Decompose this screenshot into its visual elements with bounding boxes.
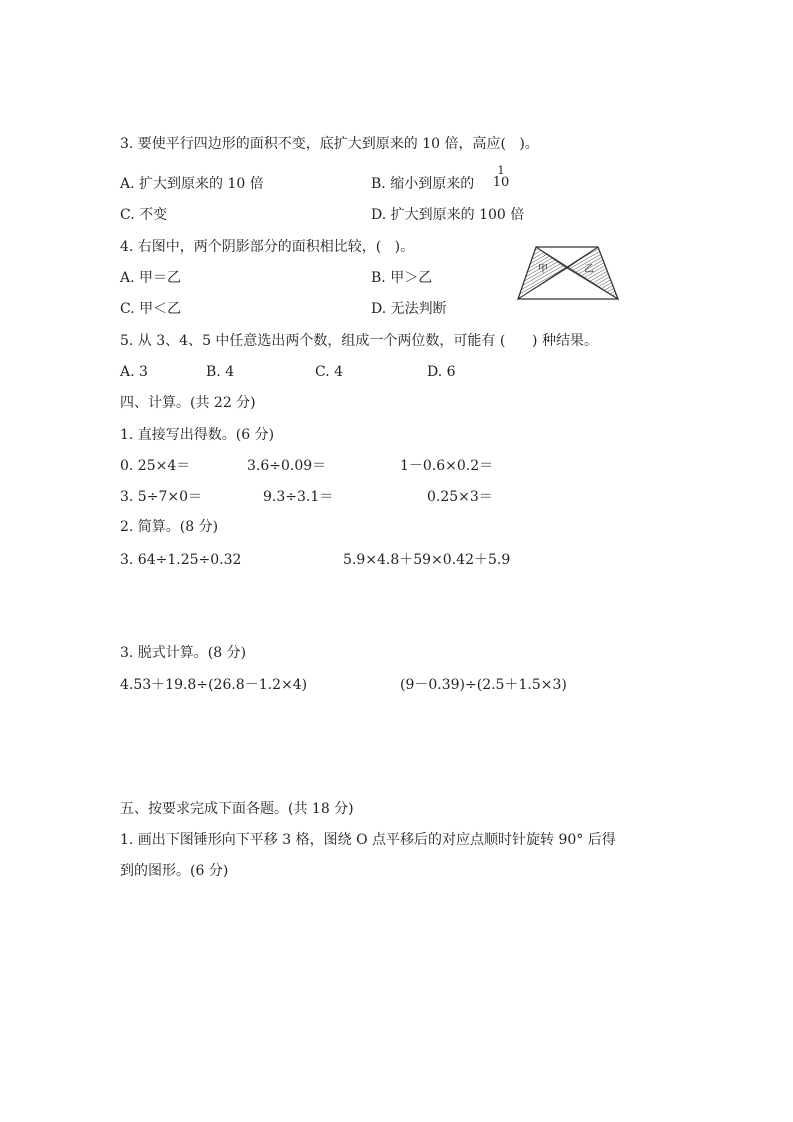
q3-fraction-numerator: 1 [497,164,505,177]
simplify-item2: 5.9×4.8＋59×0.42＋5.9 [343,552,511,568]
q3-fraction-denominator: 10 [492,175,510,190]
q4-stem: 4. 右图中，两个阴影部分的面积相比较，( )。 [120,239,415,255]
q3-stem: 3. 要使平行四边形的面积不变，底扩大到原来的 10 倍，高应( )。 [120,136,539,152]
section4-part1-title: 1. 直接写出得数。(6 分) [120,427,275,443]
section5-part1-line1: 1. 画出下图锤形向下平移 3 格，图绕 O 点平移后的对应点顺时针旋转 90° 后得 [120,832,616,848]
q4-option-d: D. 无法判断 [371,301,447,317]
trapezoid-figure [516,244,620,302]
q3-option-d: D. 扩大到原来的 100 倍 [371,207,525,223]
q4-option-c: C. 甲＜乙 [120,301,182,317]
q4-option-a: A. 甲＝乙 [120,270,182,286]
calc-row2-item3: 0.25×3＝ [427,489,493,505]
q5-stem: 5. 从 3、4、5 中任意选出两个数，组成一个两位数，可能有 ( ) 种结果。 [120,333,598,349]
calc-row1-item1: 0. 25×4＝ [120,458,191,474]
q3-option-c: C. 不变 [120,207,168,223]
q5-option-c: C. 4 [315,364,344,380]
section5-part1-line2: 到的图形。(6 分) [120,863,229,879]
calc-row2-item2: 9.3÷3.1＝ [263,489,334,505]
section4-part3-title: 3. 脱式计算。(8 分) [120,645,247,661]
calc-row1-item3: 1－0.6×0.2＝ [400,458,494,474]
q3-option-b: B. 缩小到原来的 [371,176,475,192]
calc-row2-item1: 3. 5÷7×0＝ [120,489,202,505]
section4-part2-title: 2. 简算。(8 分) [120,519,219,535]
q5-option-a: A. 3 [120,364,148,380]
section5-title: 五、按要求完成下面各题。(共 18 分) [120,801,354,817]
stepwise-item2: (9－0.39)÷(2.5＋1.5×3) [400,677,567,693]
figure-label-yi: 乙 [584,264,594,275]
section4-title: 四、计算。(共 22 分) [120,395,256,411]
q5-option-d: D. 6 [427,364,456,380]
simplify-item1: 3. 64÷1.25÷0.32 [120,552,242,568]
stepwise-item1: 4.53＋19.8÷(26.8－1.2×4) [120,677,308,693]
q4-option-b: B. 甲＞乙 [371,270,433,286]
q5-option-b: B. 4 [206,364,235,380]
q3-option-a: A. 扩大到原来的 10 倍 [120,176,264,192]
figure-label-jia: 甲 [538,264,548,275]
calc-row1-item2: 3.6÷0.09＝ [247,458,327,474]
